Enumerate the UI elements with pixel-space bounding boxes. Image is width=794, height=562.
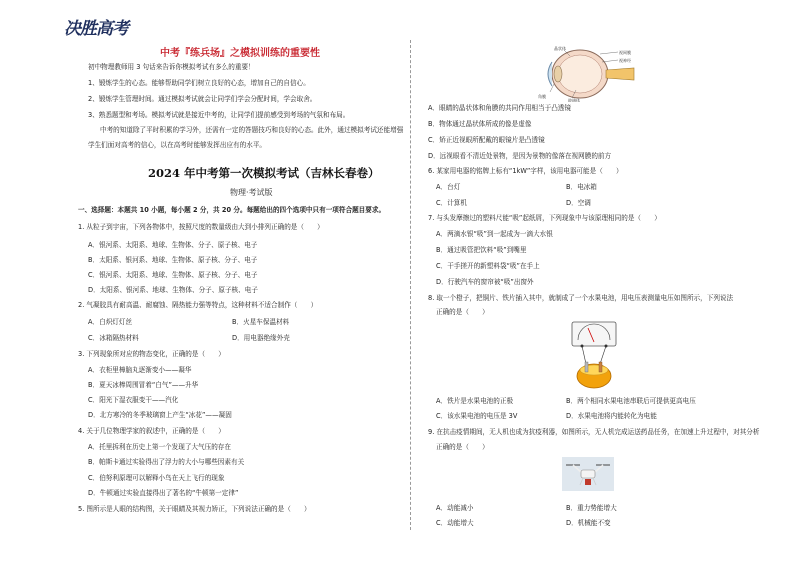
question-5-option-d: D．远视眼看不清近处景物，是因为景物的像落在视网膜的前方 <box>428 152 612 160</box>
question-1-stem: 1. 从粒子到宇宙，下列各物体中，按照尺度的数量级由大到小排列正确的是（ ） <box>78 223 324 231</box>
eye-label-lens: 晶状体 <box>554 46 566 51</box>
exam-subtitle: 物理·考试版 <box>230 188 273 197</box>
intro-point-1: 1、锻炼学生的心态。能够帮助同学们树立良好的心态，增加自己的自信心。 <box>88 79 310 87</box>
question-5-stem: 5. 图所示是人眼的结构图，关于眼睛及其视力矫正，下列说法正确的是（ ） <box>78 505 311 513</box>
question-3-stem: 3. 下列现象所对应的物态变化，正确的是（ ） <box>78 350 225 358</box>
question-2-stem: 2. 气凝胶具有耐高温、耐腐蚀、隔热能力强等特点，这种材料不适合制作（ ） <box>78 301 318 309</box>
question-7-stem: 7. 与头发摩擦过的塑料尺能“吸”起纸屑，下列现象中与该原理相同的是（ ） <box>428 214 661 222</box>
question-2-option-c: C．冰箱隔热材料 <box>88 334 139 342</box>
eye-label-cornea: 角膜 <box>538 94 546 99</box>
question-8-option-c: C．该水果电池的电压是 3V <box>436 412 518 420</box>
question-1-option-d: D．太阳系、银河系、地球、生物体、分子、原子核、电子 <box>88 286 258 294</box>
question-7-option-d: D．行驶汽车的窗帘被“吸”出窗外 <box>436 278 534 286</box>
question-4-option-d: D．牛顿通过实验直接得出了著名的“牛顿第一定律” <box>88 489 239 497</box>
column-divider <box>410 40 411 530</box>
question-2-option-a: A．白炽灯灯丝 <box>88 318 133 326</box>
eye-structure-diagram <box>530 44 642 102</box>
question-9-option-c: C．动能增大 <box>436 519 474 527</box>
eye-label-optic-nerve: 视神经 <box>619 58 631 63</box>
intro-point-2: 2、锻炼学生管理时间。通过模拟考试就会让同学们学会分配时间，学会取舍。 <box>88 95 317 103</box>
question-2-option-b: B．火星车保温材料 <box>232 318 290 326</box>
question-6-option-d: D．空调 <box>566 199 591 207</box>
question-5-option-b: B．物体通过晶状体所成的像是虚像 <box>428 120 532 128</box>
drone-figure <box>562 457 614 491</box>
intro-paragraph-line-2: 学生们面对高考的信心，以在高考时能够发挥出应有的水平。 <box>88 141 267 149</box>
question-1-option-c: C．银河系、太阳系、地球、生物体、原子核、分子、电子 <box>88 271 258 279</box>
question-3-option-a: A．衣柜里樟脑丸逐渐变小——凝华 <box>88 366 192 374</box>
question-9-stem: 9. 在抗击疫情期间，无人机也成为抗疫利器，如图所示，无人机完成运送药品任务，在加速上升过程中，对其分析 <box>428 428 760 436</box>
eye-label-vitreous: 玻璃体 <box>568 98 580 102</box>
question-4-option-b: B．帕斯卡通过实验得出了浮力的大小与哪些因素有关 <box>88 458 245 466</box>
question-6-stem: 6. 某家用电器的铭牌上标有“1kW”字样，该用电器可能是（ ） <box>428 167 623 175</box>
question-1-option-b: B．太阳系、银河系、地球、生物体、原子核、分子、电子 <box>88 256 258 264</box>
question-9-option-d: D．机械能不变 <box>566 519 611 527</box>
question-3-option-c: C．阳光下湿衣服变干——汽化 <box>88 396 179 404</box>
question-6-option-a: A．台灯 <box>436 183 461 191</box>
intro-lead: 初中物理教师用 3 句话来告诉你模拟考试有多么的重要！ <box>88 63 255 71</box>
question-6-option-c: C．计算机 <box>436 199 467 207</box>
question-1-option-a: A．银河系、太阳系、地球、生物体、分子、原子核、电子 <box>88 241 258 249</box>
question-5-option-a: A．眼睛的晶状体和角膜的共同作用相当于凸透镜 <box>428 104 571 112</box>
question-4-stem: 4. 关于几位物理学家的叙述中，正确的是（ ） <box>78 427 225 435</box>
question-8-stem: 8. 取一个橙子，把铜片、铁片插入其中，就制成了一个水果电池，用电压表测量电压如图所示，下列说法 <box>428 294 734 302</box>
question-8-stem-cont: 正确的是（ ） <box>436 308 489 316</box>
intro-heading: 中考『练兵场』之模拟训练的重要性 <box>160 48 320 59</box>
intro-point-3: 3、熟悉题型和考场。模拟考试就是接近中考的，让同学们提前感受到考场的气氛和布局。 <box>88 111 350 119</box>
question-9-option-b: B．重力势能增大 <box>566 504 617 512</box>
question-4-option-a: A．托里拆利在历史上第一个发现了大气压的存在 <box>88 443 231 451</box>
question-5-option-c: C．矫正近视眼所配戴的眼镜片是凸透镜 <box>428 136 545 144</box>
fruit-battery-voltmeter-figure <box>566 320 622 390</box>
logo <box>64 10 136 44</box>
question-4-option-c: C．伯努利原理可以解释小鸟在天上飞行的现象 <box>88 474 225 482</box>
section-heading: 一、选择题：本题共 10 小题，每小题 2 分，共 20 分。每题给出的四个选项中只有一项符合题目要求。 <box>78 206 386 214</box>
eye-label-retina: 视网膜 <box>619 50 631 55</box>
question-7-option-c: C．干手搓开的新塑料袋“吸”在手上 <box>436 262 540 270</box>
question-8-option-d: D．水果电池将内能转化为电能 <box>566 412 657 420</box>
question-9-stem-cont: 正确的是（ ） <box>436 443 489 451</box>
question-9-option-a: A．动能减小 <box>436 504 474 512</box>
question-3-option-d: D．北方寒冷的冬季玻璃窗上产生“冰花”——凝固 <box>88 411 232 419</box>
logo-text: 决胜高考 <box>64 19 128 39</box>
exam-title: 2024 年中考第一次模拟考试（吉林长春卷） <box>148 166 380 180</box>
question-7-option-b: B．通过吸管把饮料“吸”到嘴里 <box>436 246 527 254</box>
question-8-option-b: B．两个相同水果电池串联后可提供更高电压 <box>566 397 696 405</box>
question-6-option-b: B．电冰箱 <box>566 183 597 191</box>
intro-paragraph-line-1: 中考的知道除了平时积累的学习外，还需有一定的答题技巧和良好的心态。此外，通过模拟考试还能增强 <box>100 126 404 134</box>
question-8-option-a: A．铁片是水果电池的正极 <box>436 397 514 405</box>
question-2-option-d: D．用电器绝缘外壳 <box>232 334 290 342</box>
question-7-option-a: A．两滴水银“吸”到一起成为一滴大水银 <box>436 230 553 238</box>
question-3-option-b: B．夏天冰棒周围冒着“白气”——升华 <box>88 381 199 389</box>
